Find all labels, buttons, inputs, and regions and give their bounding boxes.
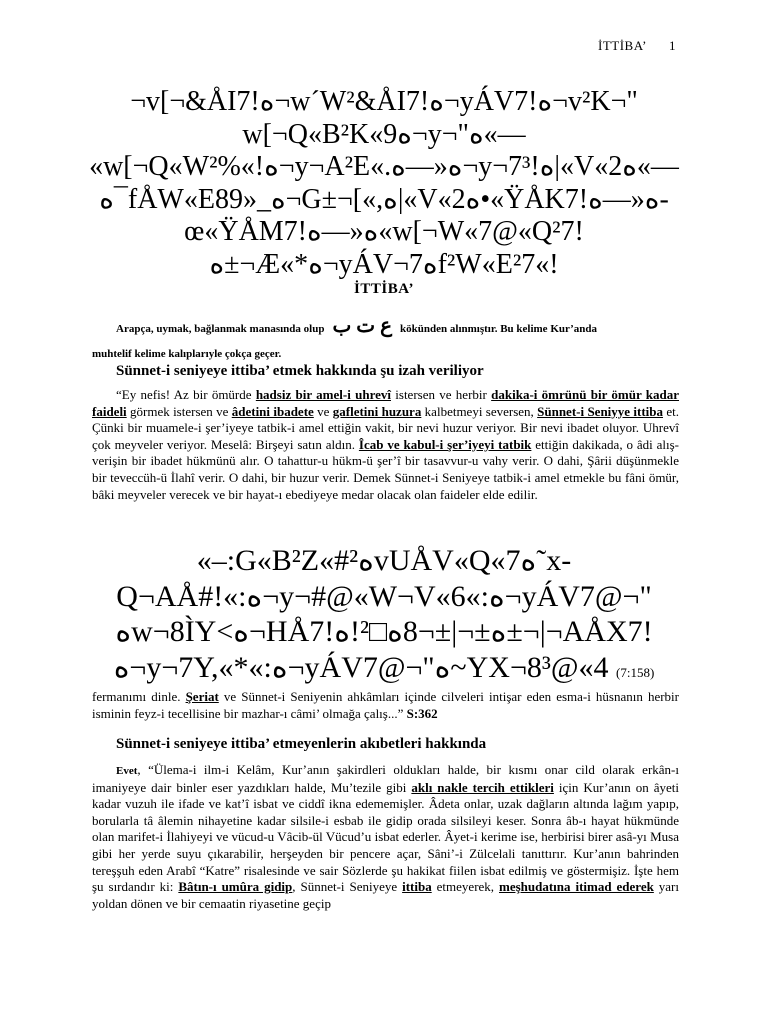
intro-line-1: Arapça, uymak, bağlanmak manasında olup ع ت ب kökünden alınmıştır. Bu kelime Kur’anda (116, 315, 597, 337)
source-reference: S:362 (406, 705, 438, 721)
garbled-line: Q¬AÅ#!«:ﻩ¬y¬#@«W¬V«6«:ﻩ¬yÁV7@¬" (116, 579, 652, 613)
garbled-line: w[¬Q«B²K«9ﻩ¬y¬"ﻩ«— (242, 118, 526, 150)
garbled-verse-block-1 (80, 86, 688, 281)
running-header (598, 38, 676, 54)
garbled-line: ﻩw¬8ÌY<ﻩ¬HÅ7!ﻩ±¬|±¬8ﻩ□²!ﻩ±¬|¬AÅX7! (115, 615, 653, 648)
section-title-follow: Sünnet-i seniyeye ittiba’ etmek hakkında şu izah veriliyor (116, 363, 484, 379)
paragraph-evet: Evet, “Ülema-i ilm-i Kelâm, Kur’anın şakirdleri oldukları halde, bir kısmı onar cild olarak erkân-ı imaniyeye dair binler eser yazdıkları halde, Mu’tezile gibi aklı nakle tercih ettikleri için Kur’anın on âyeti kadar vuzuh ile ifade ve kat’î isbat ve ciddî ikna edememişler. Âdeta onlar, uzak dağların altında lağım yapıp, borularla tâ âlemin nihayetine kadar silsile-i esbab ile gidip orada silsileyi keser. Sonra âb-ı hayat hükmünde olan marifet-i İlahiyeyi ve vücud-u Vâcib-ül Vücud’u isbat ederler. Âyet-i kerime ise, herbirisi birer asâ-yı Musa gibi her yerde suyu çıkarabilir, herşeyden bir pencere açar, Sâni’-i Zülcelali tanıttırır. Kur’anın bahrinden tereşşuh eden Arabî “Katre” risalesinde ve sair Sözlerde şu hakikat fiilen isbat edilmiş ve göstermişiz. İşte hem şu sırdandır ki: Bâtın-ı umûra gidip, Sünnet-i Seniyeye ittiba etmeyerek, meşhudatına itimad ederek yarı yoldan dönen ve bir cemaatin riyasetine geçip (92, 762, 680, 911)
garbled-line: «w[¬Q«W²%«!ﻩ¬y¬A²E«.ﻩ«—ﻩ¬y¬7³!ﻩ|«V«2ﻩ«— (89, 151, 679, 182)
arabic-root-letters: ع ت ب (332, 315, 393, 337)
verse-reference: (7:158) (616, 664, 655, 680)
paragraph-ey-nefis: “Ey nefis! Az bir ömürde hadsiz bir amel-i uhrevî istersen ve herbir dakika-i ömrünü bir ömür kadar faideli görmek istersen ve âdetini ibadete ve gafletini huzura kalbetmeyi seversen, Sünnet-i Seniyye ittiba et. Çünki bir muamele-i şer’iyeye tatbik-i amel ettiğin vakit, bir nevi huzur veriyor. Bir nevi ibadet oluyor. Uhrevî çok meyveler veriyor. Meselâ: Birşeyi satın aldın. Îcab ve kabul-i şer’iyeyi tatbik ettiğin dakikada, o âdi alış-verişin bir ibadet hükmünü alır. O tahattur-u hükm-ü şer’î bir tasavvur-u vahy verir. O dahi, Şârii düşünmekle bir teveccüh-ü İlahî verir. O dahi, bir huzur verir. Demek Sünnet-i Seniyeye tatbik-i amel etmekle bu fâni ömür, bâki meyveler verecek ve bir hayat-ı ebediyeye medar olacak olan faideler elde edilir. (92, 387, 680, 502)
garbled-line: œ«ŸÅM7!ﻩ«—ﻩ«w[¬W«7@«Q²7! (184, 216, 584, 247)
garbled-line: ﻩ±¬Æ«*ﻩ¬yÁV¬7ﻩf²W«E²7«! (209, 248, 559, 280)
paragraph-fermanimi-dinle: fermanımı dinle. Şeriat ve Sünnet-i Seniyenin ahkâmları içinde cilveleri intişar eden esma-i hüsnanın herbir isminin feyz-i tecellisine bir mazhar-ı câmi’ olmağa çalış...” S:362 (92, 689, 680, 721)
garbled-verse-block-2 (80, 543, 688, 690)
page-title: İTTİBA’ (354, 281, 414, 297)
garbled-line: ﻩ¯fÅW«E8ﻩ_«9¬G±¬[«,ﻩ|«V«2ﻩ•«ŸÅK7!ﻩ«—ﻩ- (99, 183, 669, 215)
garbled-line: ﻩ¬y¬7Y,«*«:ﻩ¬yÁV7@¬"ﻩ~YX¬8³@«4 (7:158) (113, 650, 655, 684)
section-title-consequences: Sünnet-i seniyeye ittiba’ etmeyenlerin akıbetleri hakkında (116, 736, 487, 752)
running-header-title: İTTİBA’ (598, 38, 647, 53)
page-number: 1 (669, 38, 676, 53)
garbled-line: «–:G«B²Z«#ﻩ²vUÅV«Q«7ﻩ˜x- (196, 544, 572, 577)
intro-line-2: muhtelif kelime kalıplarıyle çokça geçer. (92, 348, 282, 360)
intro-paragraph (92, 314, 682, 367)
garbled-line: ¬v[¬&ÅI7!ﻩ¬w´W²&ÅI7!ﻩ¬yÁV7!ﻩ¬v²K¬" (130, 86, 638, 117)
